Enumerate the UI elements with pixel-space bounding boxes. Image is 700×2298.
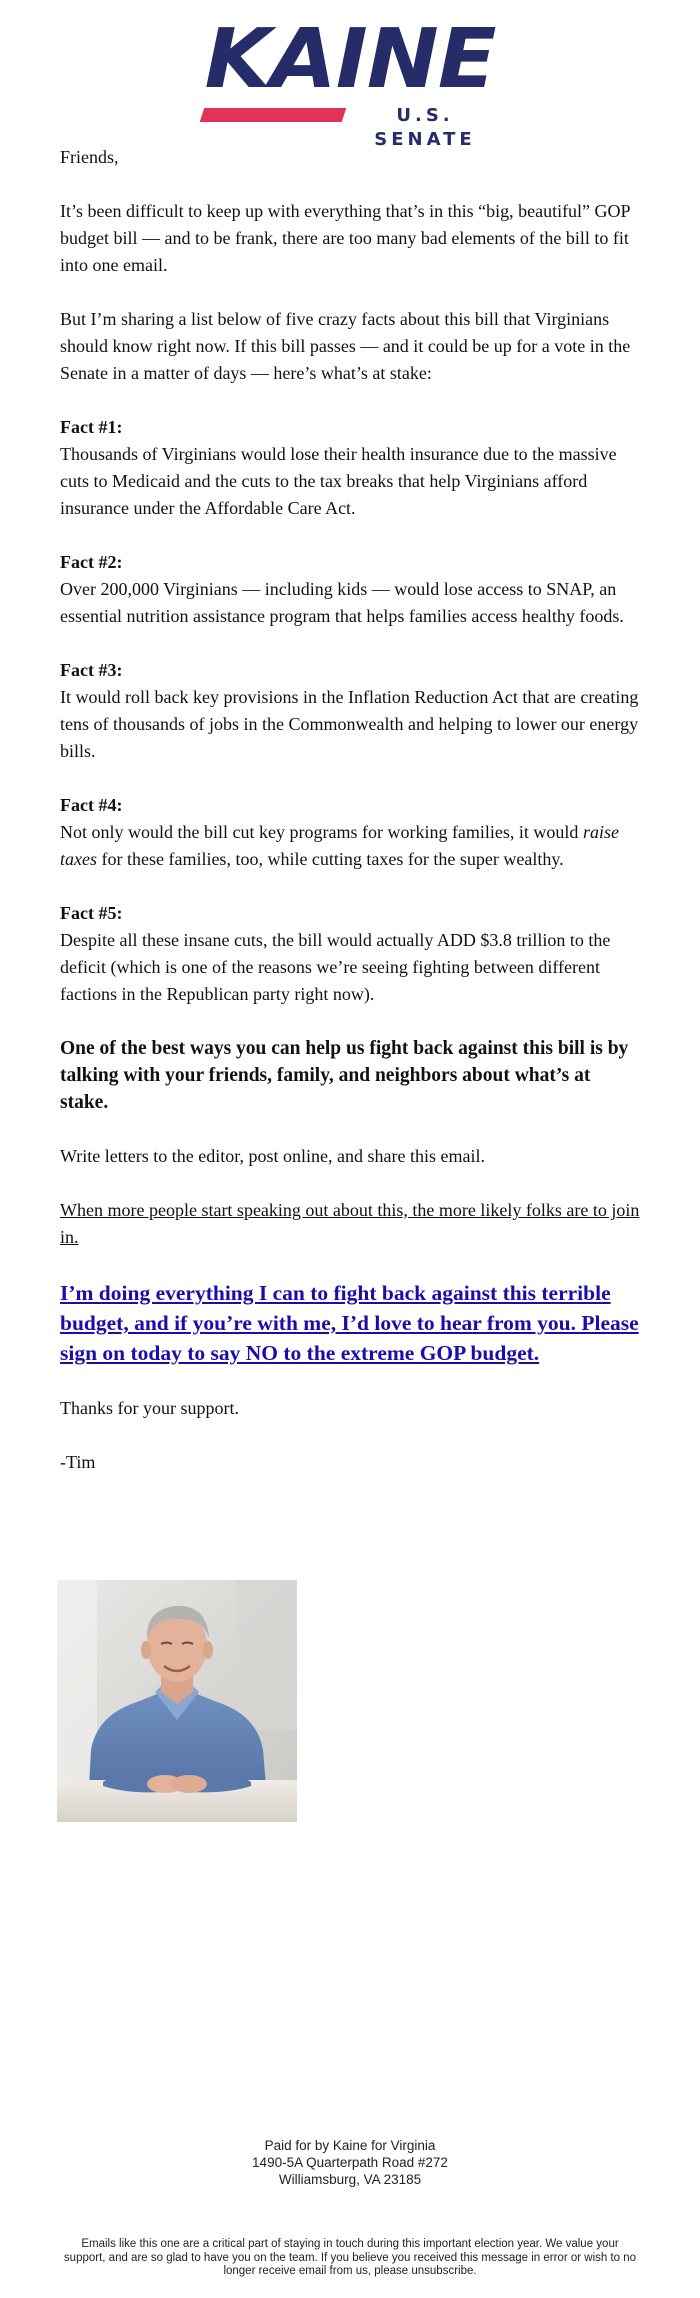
fact-2-text: Over 200,000 Virginians — including kids — would lose access to SNAP, an essential nutrition assistance program that helps families access healthy foods. — [60, 579, 624, 626]
fact-1 — [60, 414, 640, 522]
paid-for-line: Paid for by Kaine for Virginia — [264, 2138, 436, 2153]
intro-paragraph: It’s been difficult to keep up with everything that’s in this “big, beautiful” GOP budget bill — and to be frank, there are too many bad elements of the bill to fit into one email. — [60, 201, 630, 275]
logo-accent-bar — [200, 108, 347, 122]
fact-4-label: Fact #4: — [60, 795, 123, 815]
signature: -Tim — [60, 1452, 96, 1472]
fact-1-label: Fact #1: — [60, 417, 123, 437]
fact-5-text: Despite all these insane cuts, the bill would actually ADD $3.8 trillion to the deficit (which is one of the reasons we’re seeing fighting between different factions in the Republican party right now). — [60, 930, 611, 1004]
fact-3-text: It would roll back key provisions in the Inflation Reduction Act that are creating tens of thousands of jobs in the Commonwealth and helping to lower our energy bills. — [60, 687, 639, 761]
underlined-paragraph: When more people start speaking out about this, the more likely folks are to join in. — [60, 1200, 640, 1247]
address-line-2: Williamsburg, VA 23185 — [278, 2172, 422, 2187]
bold-ask: One of the best ways you can help us fight back against this bill is by talking with your friends, family, and neighbors about what’s at stake. — [60, 1038, 629, 1113]
fact-4-italic: raise taxes — [60, 822, 619, 869]
thanks: Thanks for your support. — [60, 1398, 239, 1418]
sign-on-link[interactable]: I’m doing everything I can to fight back against this terrible budget, and if you’re with me, I’d love to hear from you. Please sign on today to say NO to the extreme GOP budget. — [60, 1281, 639, 1365]
greeting: Friends, — [60, 147, 119, 167]
email-body — [60, 144, 640, 1503]
fact-5-label: Fact #5: — [60, 903, 123, 923]
fact-3-label: Fact #3: — [60, 660, 123, 680]
address-line-1: 1490-5A Quarterpath Road #272 — [252, 2155, 448, 2170]
fact-4-text-before: Not only would the bill cut key programs for working families, it would — [60, 822, 583, 842]
setup-paragraph: But I’m sharing a list below of five crazy facts about this bill that Virginians should know right now. If this bill passes — and it could be up for a vote in the Senate in a matter of days — here’s what’s at stake: — [60, 309, 631, 383]
fact-2 — [60, 549, 640, 630]
fact-2-label: Fact #2: — [60, 552, 123, 572]
logo-name: KAINE — [204, 12, 496, 107]
unsubscribe-notice[interactable]: Emails like this one are a critical part of staying in touch during this important election year. We value your support, and are so glad to have you on the team. If you believe you received this message in error or wish to no longer receive email from us, please unsubscribe. — [63, 2238, 637, 2277]
fact-5 — [60, 900, 640, 1008]
kaine-logo[interactable] — [200, 12, 500, 150]
fact-4-text-after: for these families, too, while cutting taxes for the super wealthy. — [96, 849, 564, 869]
footer — [60, 2137, 640, 2188]
logo-subtitle: U.S. SENATE — [374, 105, 476, 150]
actions-paragraph: Write letters to the editor, post online, and share this email. — [60, 1146, 485, 1166]
fact-4 — [60, 792, 640, 873]
fact-1-text: Thousands of Virginians would lose their health insurance due to the massive cuts to Medicaid and the cuts to the tax breaks that help Virginians afford insurance under the Affordable Care Act. — [60, 444, 617, 518]
fact-3 — [60, 657, 640, 765]
tim-kaine-photo — [57, 1580, 297, 1822]
